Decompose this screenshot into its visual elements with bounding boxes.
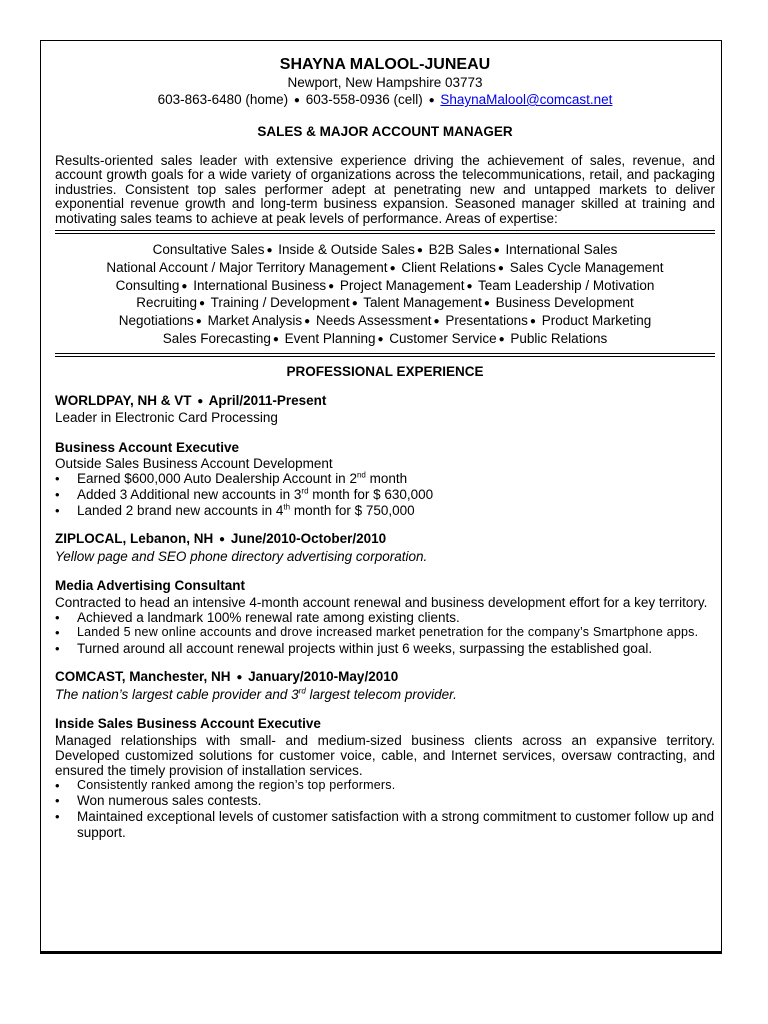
headline: SALES & MAJOR ACCOUNT MANAGER xyxy=(257,124,513,139)
list-item: • Won numerous sales contests. xyxy=(55,793,715,809)
list-item: • Turned around all account renewal projects within just 6 weeks, surpassing the established goal. xyxy=(55,641,715,657)
achievement-list xyxy=(55,471,715,518)
double-rule xyxy=(55,230,715,234)
job-summary: Contracted to head an intensive 4-month account renewal and business development effort for a key territory. xyxy=(55,594,708,610)
contact-line xyxy=(55,91,715,109)
separator-dot: ● xyxy=(428,95,435,106)
company-line xyxy=(55,669,715,687)
expertise-row: Consulting ● International Business ● Project Management ● Team Leadership / Motivation xyxy=(115,277,655,293)
phone-cell: 603-558-0936 (cell) xyxy=(305,92,423,107)
company-name: ZIPLOCAL, Lebanon, NH xyxy=(55,531,214,547)
address: Newport, New Hampshire 03773 xyxy=(287,75,483,90)
candidate-name: SHAYNA MALOOL-JUNEAU xyxy=(279,56,491,73)
list-item: • Landed 2 brand new accounts in 4th month for $ 750,000 xyxy=(55,503,715,519)
job-title: Business Account Executive xyxy=(55,439,240,455)
company-name: COMCAST, Manchester, NH xyxy=(55,669,231,685)
resume-content xyxy=(55,55,715,840)
double-rule xyxy=(55,353,715,357)
separator-dot: ● xyxy=(197,395,204,407)
separator-dot: ● xyxy=(236,672,243,684)
company-description: Leader in Electronic Card Processing xyxy=(55,410,278,426)
email-link[interactable]: ShaynaMalool@comcast.net xyxy=(440,92,613,107)
list-item: • Landed 5 new online accounts and drove increased market penetration for the company’s Smartphone apps. xyxy=(55,625,715,641)
company-line xyxy=(55,393,715,411)
expertise-list xyxy=(55,242,715,349)
job-dates: January/2010-May/2010 xyxy=(248,669,399,685)
expertise-row: Sales Forecasting ● Event Planning ● Customer Service ● Public Relations xyxy=(162,331,608,347)
resume-page xyxy=(40,40,722,952)
phone-home: 603-863-6480 (home) xyxy=(157,92,289,107)
expertise-row: Recruiting ● Training / Development ● Talent Management ● Business Development xyxy=(136,295,634,311)
job-summary: Outside Sales Business Account Development xyxy=(55,456,333,472)
company-description: Yellow page and SEO phone directory advertising corporation. xyxy=(55,548,428,564)
expertise-row: National Account / Major Territory Management ● Client Relations ● Sales Cycle Management xyxy=(106,259,664,275)
summary-paragraph: Results-oriented sales leader with extensive experience driving the achievement of sales, revenue, and account growth goals for a wide variety of organizations across the telecommunications, retail, and packaging industries. Consistent top sales performer adept at penetrating new and untapped markets to deliver exponential revenue growth and long-term business expansion. Seasoned manager skilled at training and motivating sales teams to achieve at peak levels of performance. Areas of expertise: xyxy=(55,153,715,226)
experience-heading: PROFESSIONAL EXPERIENCE xyxy=(286,363,484,379)
list-item: • Achieved a landmark 100% renewal rate among existing clients. xyxy=(55,610,715,626)
job-title: Inside Sales Business Account Executive xyxy=(55,716,321,732)
achievement-list xyxy=(55,610,715,657)
job-summary: Managed relationships with small- and medium-sized business clients across an expansive territory. Developed customized solutions for customer voice, cable, and Internet services, oversaw contracting, and ensured the timely provision of installation services. xyxy=(55,732,715,778)
list-item: • Added 3 Additional new accounts in 3rd month for $ 630,000 xyxy=(55,487,715,503)
company-line xyxy=(55,531,715,549)
job-dates: April/2011-Present xyxy=(208,392,327,408)
list-item: • Consistently ranked among the region’s top performers. xyxy=(55,778,715,794)
job-dates: June/2010-October/2010 xyxy=(230,531,387,547)
expertise-row: Negotiations ● Market Analysis ● Needs Assessment ● Presentations ● Product Marketing xyxy=(118,313,652,329)
expertise-row: Consultative Sales ● Inside & Outside Sales ● B2B Sales ● International Sales xyxy=(152,242,618,258)
achievement-list xyxy=(55,778,715,840)
separator-dot: ● xyxy=(293,95,300,106)
list-item: • Maintained exceptional levels of customer satisfaction with a strong commitment to customer follow up and support. xyxy=(55,809,715,840)
separator-dot: ● xyxy=(219,534,226,546)
list-item: • Earned $600,000 Auto Dealership Account in 2nd month xyxy=(55,471,715,487)
company-name: WORLDPAY, NH & VT xyxy=(55,392,192,408)
company-description: The nation’s largest cable provider and 3rd largest telecom provider. xyxy=(55,686,457,702)
job-title: Media Advertising Consultant xyxy=(55,578,246,594)
